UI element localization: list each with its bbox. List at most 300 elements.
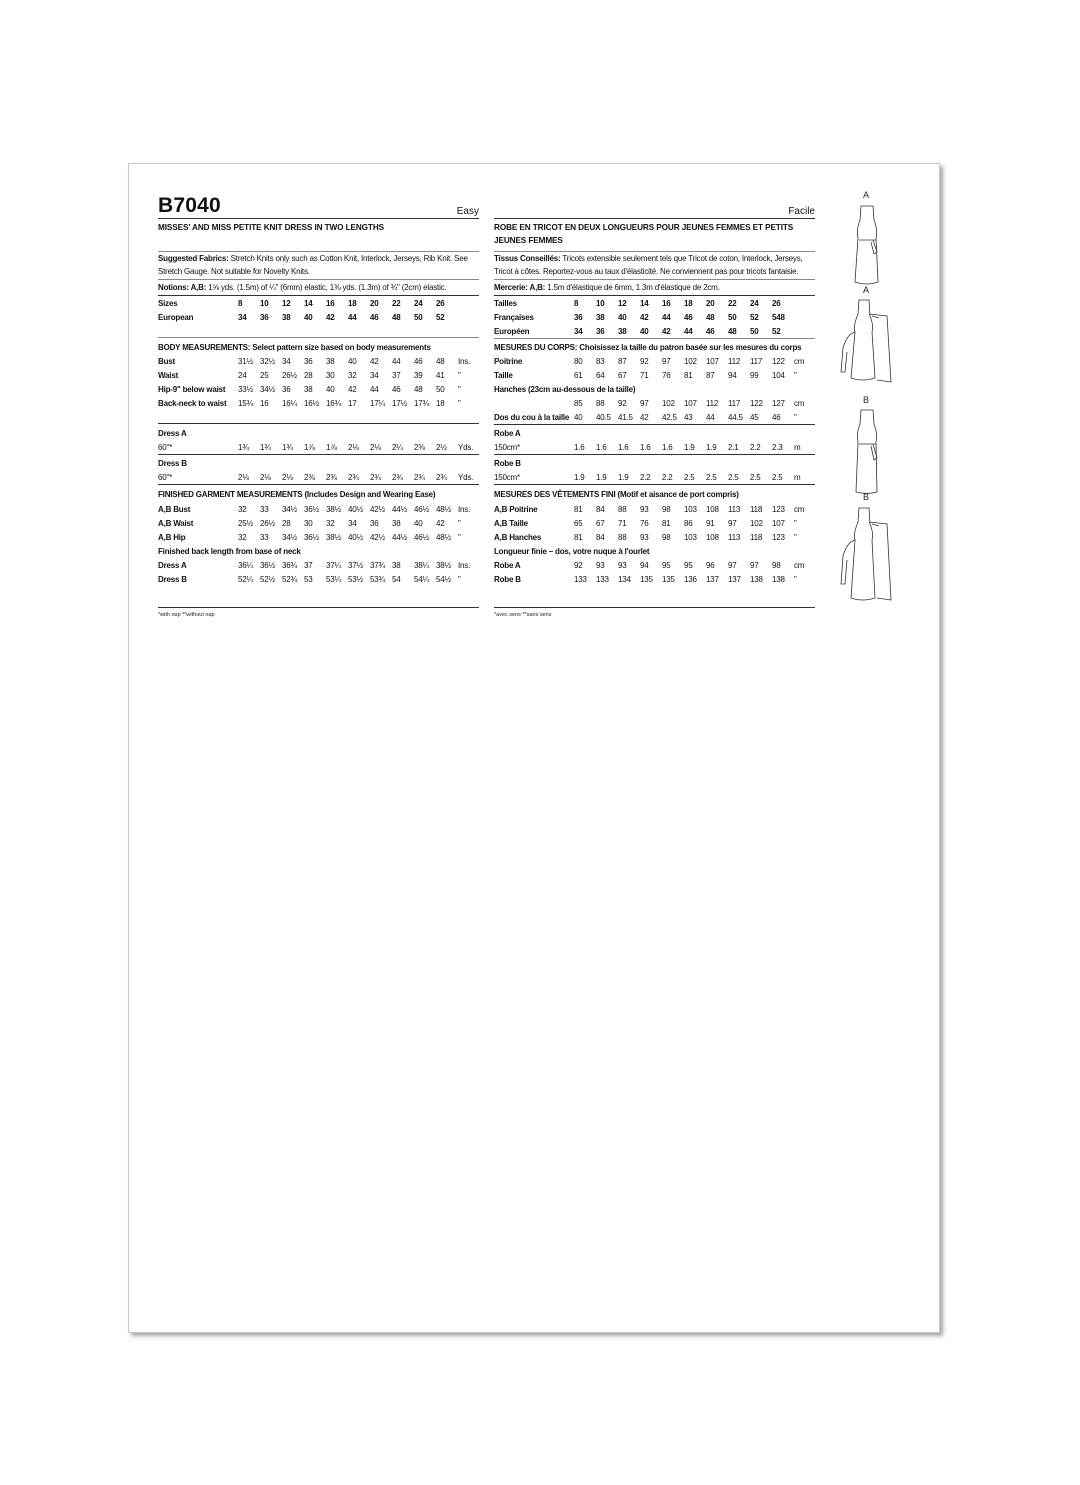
table-cell: 46 — [706, 327, 715, 336]
body-row — [158, 383, 479, 397]
table-cell: 26½ — [282, 371, 297, 380]
dress-b-label: Dress B — [158, 459, 187, 468]
table-cell: 24 — [750, 299, 759, 308]
unit-label: " — [458, 371, 461, 380]
table-cell: 16¼ — [282, 399, 297, 408]
table-cell: 54¼ — [414, 575, 429, 584]
table-cell: 31½ — [238, 357, 253, 366]
table-cell: 95 — [684, 561, 693, 570]
fabrics-label-french: Tissus Conseillés: — [494, 254, 561, 263]
table-cell: 2.5 — [750, 473, 761, 482]
table-cell: 34 — [348, 519, 357, 528]
table-cell: 36½ — [304, 505, 319, 514]
table-cell: 1⅞ — [304, 443, 315, 452]
unit-label: Ins. — [458, 505, 471, 514]
table-cell: 38 — [304, 385, 313, 394]
table-cell: 122 — [750, 399, 763, 408]
table-cell: 2.5 — [772, 473, 783, 482]
table-cell: 38½ — [326, 533, 341, 542]
longueur-finie-heading: Longueur finie – dos, votre nuque à l'ourlet — [494, 547, 650, 556]
unit-label: Yds. — [458, 473, 474, 482]
table-cell: 50 — [414, 313, 423, 322]
table-cell: 26½ — [260, 519, 275, 528]
table-cell: 46 — [370, 313, 379, 322]
table-cell: 44½ — [392, 533, 407, 542]
table-cell: 18 — [684, 299, 693, 308]
table-cell: 1¾ — [260, 443, 271, 452]
table-cell: 48 — [436, 357, 445, 366]
table-cell: 33 — [260, 505, 269, 514]
european-row — [158, 311, 479, 325]
pattern-number: B7040 — [158, 194, 221, 217]
row-label: Européen — [494, 327, 530, 336]
table-cell: 1⅞ — [326, 443, 337, 452]
divider — [494, 424, 815, 425]
row-label: Françaises — [494, 313, 534, 322]
robe-b-yardage-row — [494, 471, 815, 485]
table-cell: 1¾ — [238, 443, 249, 452]
table-cell: 41.5 — [618, 413, 633, 422]
back-length-row — [494, 573, 815, 587]
table-cell: 94 — [640, 561, 649, 570]
table-cell: 1¾ — [282, 443, 293, 452]
table-cell: 52 — [772, 327, 781, 336]
table-cell: 2½ — [436, 443, 447, 452]
table-cell: 1.6 — [574, 443, 585, 452]
table-cell: 16 — [326, 299, 335, 308]
pattern-title: MISSES' AND MISS PETITE KNIT DRESS IN TWO LENGTHS — [158, 223, 385, 232]
divider — [494, 295, 815, 296]
table-cell: 44 — [662, 313, 671, 322]
table-cell: 112 — [728, 357, 741, 366]
difficulty-label-french: Facile — [788, 206, 815, 217]
dress-a-front-icon — [847, 202, 887, 292]
table-cell: 46 — [392, 385, 401, 394]
unit-label: " — [458, 519, 461, 528]
row-label: Hip-9" below waist — [158, 385, 226, 394]
table-cell: 22 — [728, 299, 737, 308]
table-cell: 67 — [596, 519, 605, 528]
table-cell: 40 — [618, 313, 627, 322]
europeen-row — [494, 325, 815, 339]
row-label: Sizes — [158, 299, 178, 308]
table-cell: 53¾ — [370, 575, 385, 584]
table-cell: 2.3 — [772, 443, 783, 452]
table-cell: 30 — [304, 519, 313, 528]
table-cell: 52 — [436, 313, 445, 322]
table-cell: 36 — [596, 327, 605, 336]
table-cell: 38 — [392, 561, 401, 570]
table-cell: 67 — [618, 371, 627, 380]
table-cell: 18 — [348, 299, 357, 308]
finished-measurements-heading: FINISHED GARMENT MEASUREMENTS (Includes Design and Wearing Ease) — [158, 490, 436, 499]
table-cell: 22 — [392, 299, 401, 308]
table-cell: 93 — [618, 561, 627, 570]
robe-a-yardage-row — [494, 441, 815, 455]
mesures-du-corps-heading: MESURES DU CORPS: Choisissez la taille du patron basée sur les mesures du corps — [494, 343, 802, 352]
table-cell: 103 — [684, 533, 697, 542]
table-cell: 94 — [728, 371, 737, 380]
table-cell: 50 — [728, 313, 737, 322]
table-cell: 26 — [772, 299, 781, 308]
unit-label: cm — [794, 357, 805, 366]
table-cell: 36½ — [260, 561, 275, 570]
body-row — [158, 355, 479, 369]
table-cell: 112 — [706, 399, 719, 408]
table-cell: 71 — [640, 371, 649, 380]
table-cell: 44 — [706, 413, 715, 422]
table-cell: 37 — [392, 371, 401, 380]
table-cell: 24 — [414, 299, 423, 308]
table-cell: 46 — [414, 357, 423, 366]
table-cell: 1.6 — [596, 443, 607, 452]
row-label: Dos du cou à la taille — [494, 413, 570, 422]
table-cell: 2⅛ — [282, 473, 293, 482]
table-cell: 48 — [706, 313, 715, 322]
unit-label: cm — [794, 561, 805, 570]
table-cell: 37¼ — [326, 561, 341, 570]
table-cell: 33 — [260, 533, 269, 542]
table-cell: 96 — [706, 561, 715, 570]
header-french — [494, 194, 815, 219]
table-cell: 53 — [304, 575, 313, 584]
table-cell: 44 — [684, 327, 693, 336]
table-cell: 36¾ — [282, 561, 297, 570]
table-cell: 12 — [618, 299, 627, 308]
table-cell: 123 — [772, 533, 785, 542]
table-cell: 8 — [238, 299, 243, 308]
table-cell: 134 — [618, 575, 631, 584]
table-cell: 83 — [596, 357, 605, 366]
table-cell: 64 — [596, 371, 605, 380]
unit-label: " — [458, 533, 461, 542]
table-cell: 42 — [640, 413, 649, 422]
table-cell: 42 — [662, 327, 671, 336]
row-label: Taille — [494, 371, 513, 380]
table-cell: 97 — [662, 357, 671, 366]
table-cell: 117 — [750, 357, 763, 366]
table-cell: 1.6 — [640, 443, 651, 452]
table-cell: 25½ — [238, 519, 253, 528]
table-cell: 137 — [706, 575, 719, 584]
table-cell: 44 — [392, 357, 401, 366]
table-cell: 44.5 — [728, 413, 743, 422]
table-cell: 2⅜ — [326, 473, 337, 482]
table-cell: 16½ — [304, 399, 319, 408]
table-cell: 1.6 — [662, 443, 673, 452]
unit-label: cm — [794, 399, 805, 408]
mercerie — [494, 281, 815, 294]
table-cell: 2.5 — [684, 473, 695, 482]
table-cell: 40 — [326, 385, 335, 394]
table-cell: 97 — [640, 399, 649, 408]
table-cell: 137 — [728, 575, 741, 584]
table-cell: 2⅛ — [238, 473, 249, 482]
table-cell: 32 — [238, 533, 247, 542]
hanches-row — [494, 397, 815, 411]
pattern-sheet — [128, 163, 940, 1333]
table-cell: 46 — [772, 413, 781, 422]
divider — [158, 454, 479, 455]
table-cell: 50 — [436, 385, 445, 394]
table-cell: 54 — [392, 575, 401, 584]
unit-label: " — [458, 399, 461, 408]
table-cell: 48½ — [436, 533, 451, 542]
table-cell: 133 — [596, 575, 609, 584]
table-cell: 42 — [326, 313, 335, 322]
table-cell: 2¾ — [370, 473, 381, 482]
table-cell: 32 — [348, 371, 357, 380]
table-cell: 40 — [348, 357, 357, 366]
table-cell: 2⅛ — [348, 443, 359, 452]
unit-label: cm — [794, 505, 805, 514]
table-cell: 2⅜ — [304, 473, 315, 482]
row-label: A,B Bust — [158, 505, 191, 514]
footnote-french: *avec sens **sans sens — [494, 612, 552, 618]
table-cell: 34 — [282, 357, 291, 366]
table-cell: 32 — [238, 505, 247, 514]
table-cell: 86 — [684, 519, 693, 528]
table-cell: 95 — [662, 561, 671, 570]
table-cell: 17¾ — [414, 399, 429, 408]
table-cell: 26 — [436, 299, 445, 308]
table-cell: 48 — [392, 313, 401, 322]
table-cell: 25 — [260, 371, 269, 380]
fabrics-text-french: Tricots extensible seulement tels que Tricot de coton, Interlock, Jerseys, Tricot à côtes. Reportez-vous au taux d'élasticité. Ne conviennent pas pour tricots fantaisie. — [494, 254, 803, 276]
table-cell: 80 — [574, 357, 583, 366]
divider — [494, 338, 815, 339]
table-cell: 40 — [574, 413, 583, 422]
table-cell: 40 — [304, 313, 313, 322]
notions-label: Notions: A,B: — [158, 283, 207, 292]
table-cell: 1.9 — [574, 473, 585, 482]
finished-row — [158, 517, 479, 531]
table-cell: 91 — [706, 519, 715, 528]
unit-label: m — [794, 473, 801, 482]
footnote-english: *with nap **without nap — [158, 612, 215, 618]
table-cell: 2.2 — [750, 443, 761, 452]
unit-label: " — [794, 413, 797, 422]
table-cell: 38½ — [326, 505, 341, 514]
table-cell: 71 — [618, 519, 627, 528]
divider — [158, 337, 479, 338]
body-row — [158, 369, 479, 383]
table-cell: 2.2 — [640, 473, 651, 482]
row-label: European — [158, 313, 194, 322]
divider — [494, 484, 815, 485]
table-cell: 40½ — [348, 533, 363, 542]
dress-b-front-icon — [847, 406, 887, 498]
table-cell: 44½ — [392, 505, 407, 514]
divider — [158, 279, 479, 280]
row-label: 60"* — [158, 443, 173, 452]
table-cell: 8 — [574, 299, 579, 308]
table-cell: 2¾ — [348, 473, 359, 482]
table-cell: 42 — [436, 519, 445, 528]
fabrics-label: Suggested Fabrics: — [158, 254, 229, 263]
back-length-row — [494, 559, 815, 573]
table-cell: 135 — [640, 575, 653, 584]
table-cell: 17¼ — [370, 399, 385, 408]
table-cell: 118 — [750, 533, 763, 542]
table-cell: 10 — [260, 299, 269, 308]
table-cell: 1.9 — [684, 443, 695, 452]
table-cell: 2⅛ — [260, 473, 271, 482]
row-label: 150cm* — [494, 473, 520, 482]
table-cell: 52¼ — [238, 575, 253, 584]
table-cell: 34½ — [260, 385, 275, 394]
table-cell: 76 — [640, 519, 649, 528]
table-cell: 20 — [706, 299, 715, 308]
robe-a-label: Robe A — [494, 429, 521, 438]
row-label: A,B Poitrine — [494, 505, 538, 514]
table-cell: 41 — [436, 371, 445, 380]
header-english — [158, 194, 479, 219]
table-cell: 87 — [706, 371, 715, 380]
table-cell: 36 — [282, 385, 291, 394]
table-cell: 36¼ — [238, 561, 253, 570]
row-label: A,B Hip — [158, 533, 186, 542]
back-length-row — [158, 559, 479, 573]
table-cell: 38 — [618, 327, 627, 336]
table-cell: 81 — [662, 519, 671, 528]
table-cell: 2¾ — [414, 473, 425, 482]
table-cell: 104 — [772, 371, 785, 380]
table-cell: 10 — [596, 299, 605, 308]
notions-label-french: Mercerie: A,B: — [494, 283, 546, 292]
unit-label: " — [794, 575, 797, 584]
table-cell: 135 — [662, 575, 675, 584]
table-cell: 52 — [750, 313, 759, 322]
table-cell: 2.1 — [728, 443, 739, 452]
table-cell: 99 — [750, 371, 759, 380]
table-cell: 2¼ — [392, 443, 403, 452]
notions — [158, 281, 479, 294]
table-cell: 14 — [640, 299, 649, 308]
fabrics-text: Stretch Knits only such as Cotton Knit, Interlock, Jerseys, Rib Knit. See Stretch Gauge. Not suitable for Novelty Knits. — [158, 254, 468, 276]
table-cell: 46½ — [414, 505, 429, 514]
table-cell: 34½ — [282, 505, 297, 514]
table-cell: 36 — [370, 519, 379, 528]
dos-row — [494, 411, 815, 425]
row-label: 60"* — [158, 473, 173, 482]
table-cell: 102 — [662, 399, 675, 408]
table-cell: 34 — [370, 371, 379, 380]
table-cell: 97 — [728, 519, 737, 528]
row-label: Waist — [158, 371, 179, 380]
table-cell: 44 — [370, 385, 379, 394]
table-cell: 1.9 — [618, 473, 629, 482]
table-cell: 18 — [436, 399, 445, 408]
body-row — [494, 355, 815, 369]
divider — [158, 295, 479, 296]
table-cell: 46½ — [414, 533, 429, 542]
table-cell: 48½ — [436, 505, 451, 514]
robe-b-label: Robe B — [494, 459, 521, 468]
table-cell: 15¾ — [238, 399, 253, 408]
notions-text: 1⅝ yds. (1.5m) of ¼" (6mm) elastic, 1⅜ yds. (1.3m) of ¾" (2cm) elastic. — [208, 283, 447, 292]
table-cell: 1.9 — [596, 473, 607, 482]
table-cell: 30 — [326, 371, 335, 380]
table-cell: 38 — [326, 357, 335, 366]
table-cell: 2.5 — [706, 473, 717, 482]
table-cell: 108 — [706, 505, 719, 514]
table-cell: 42½ — [370, 533, 385, 542]
table-cell: 2¾ — [436, 473, 447, 482]
tailles-row — [494, 297, 815, 311]
table-cell: 14 — [304, 299, 313, 308]
table-cell: 84 — [596, 533, 605, 542]
dress-a-back-icon — [839, 296, 899, 388]
divider — [158, 484, 479, 485]
table-cell: 103 — [684, 505, 697, 514]
dress-a-yardage-row — [158, 441, 479, 455]
table-cell: 88 — [618, 505, 627, 514]
unit-label: Ins. — [458, 561, 471, 570]
table-cell: 122 — [772, 357, 785, 366]
table-cell: 42 — [640, 313, 649, 322]
table-cell: 102 — [684, 357, 697, 366]
table-cell: 2.2 — [662, 473, 673, 482]
table-cell: 50 — [750, 327, 759, 336]
table-cell: 16 — [662, 299, 671, 308]
notions-text-french: 1.5m d'élastique de 6mm, 1.3m d'élastique de 2cm. — [547, 283, 720, 292]
table-cell: 34 — [574, 327, 583, 336]
row-label: Robe A — [494, 561, 521, 570]
table-cell: 36½ — [304, 533, 319, 542]
table-cell: 133 — [574, 575, 587, 584]
table-cell: 53½ — [348, 575, 363, 584]
table-cell: 92 — [574, 561, 583, 570]
table-cell: 76 — [662, 371, 671, 380]
table-cell: 98 — [662, 533, 671, 542]
divider — [494, 279, 815, 280]
table-cell: 107 — [772, 519, 785, 528]
table-cell: 138 — [772, 575, 785, 584]
table-cell: 38¼ — [414, 561, 429, 570]
table-cell: 93 — [596, 561, 605, 570]
table-cell: 61 — [574, 371, 583, 380]
table-cell: 52¾ — [282, 575, 297, 584]
divider — [158, 423, 479, 424]
table-cell: 92 — [618, 399, 627, 408]
dress-b-back-icon — [839, 504, 899, 604]
body-row — [158, 397, 479, 411]
unit-label: " — [794, 371, 797, 380]
row-label: 150cm* — [494, 443, 520, 452]
table-cell: 39 — [414, 371, 423, 380]
table-cell: 28 — [304, 371, 313, 380]
view-label-a: A — [863, 190, 870, 200]
back-length-heading: Finished back length from base of neck — [158, 547, 301, 556]
unit-label: " — [794, 519, 797, 528]
table-cell: 28 — [282, 519, 291, 528]
table-cell: 36 — [574, 313, 583, 322]
table-cell: 102 — [750, 519, 763, 528]
table-cell: 113 — [728, 533, 741, 542]
table-cell: 33½ — [238, 385, 253, 394]
tissus-conseilles — [494, 252, 815, 278]
unit-label: Yds. — [458, 443, 474, 452]
table-cell: 81 — [574, 505, 583, 514]
table-cell: 88 — [596, 399, 605, 408]
table-cell: 81 — [684, 371, 693, 380]
pattern-title-french: ROBE EN TRICOT EN DEUX LONGUEURS POUR JEUNES FEMMES ET PETITS JEUNES FEMMES — [494, 223, 794, 245]
table-cell: 93 — [640, 505, 649, 514]
table-cell: 138 — [750, 575, 763, 584]
table-cell: 32½ — [260, 357, 275, 366]
table-cell: 93 — [640, 533, 649, 542]
